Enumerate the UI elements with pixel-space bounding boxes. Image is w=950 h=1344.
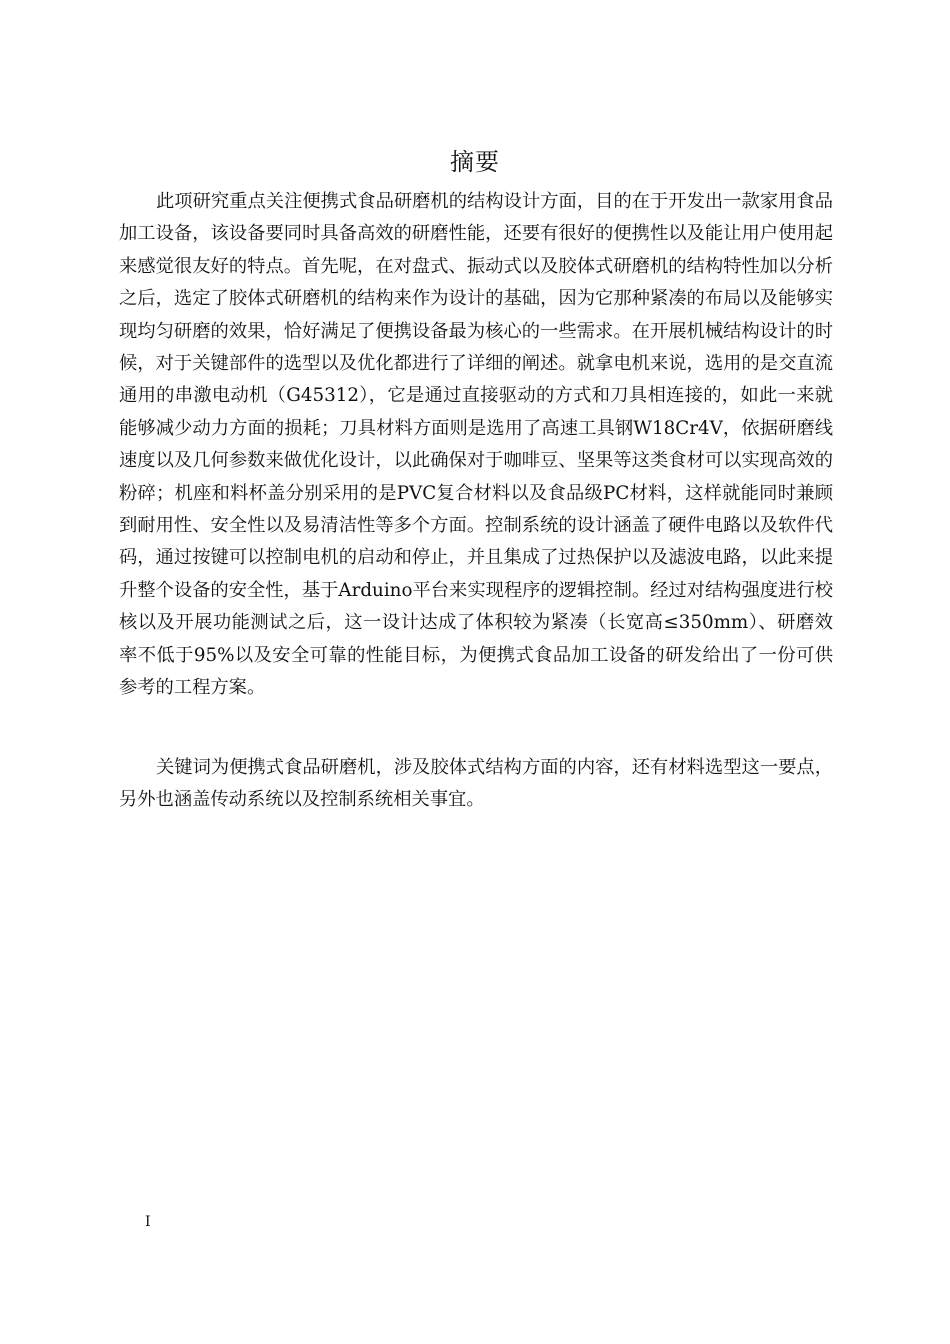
page-number: I (145, 1214, 151, 1230)
keywords-paragraph: 关键词为便携式食品研磨机，涉及胶体式结构方面的内容，还有材料选型这一要点，另外也涵盖传动系统以及控制系统相关事宜。 (119, 757, 833, 811)
page-title: 摘要 (450, 148, 500, 176)
abstract-paragraph: 此项研究重点关注便携式食品研磨机的结构设计方面，目的在于开发出一款家用食品加工设备，该设备要同时具备高效的研磨性能，还要有很好的便携性以及能让用户使用起来感觉很友好的特点。首先呢，在对盘式、振动式以及胶体式研磨机的结构特性加以分析之后，选定了胶体式研磨机的结构来作为设计的基础，因为它那种紧凑的布局以及能够实现均匀研磨的效果，恰好满足了便携设备最为核心的一些需求。在开展机械结构设计的时候，对于关键部件的选型以及优化都进行了详细的阐述。就拿电机来说，选用的是交直流通用的串激电动机（G45312），它是通过直接驱动的方式和刀具相连接的，如此一来就能够减少动力方面的损耗；刀具材料方面则是选用了高速工具钢W18Cr4V，依据研磨线速度以及几何参数来做优化设计，以此确保对于咖啡豆、坚果等这类食材可以实现高效的粉碎；机座和料杯盖分别采用的是PVC复合材料以及食品级PC材料，这样就能同时兼顾到耐用性、安全性以及易清洁性等多个方面。控制系统的设计涵盖了硬件电路以及软件代码，通过按键可以控制电机的启动和停止，并且集成了过热保护以及滤波电路，以此来提升整个设备的安全性，基于Arduino平台来实现程序的逻辑控制。经过对结构强度进行校核以及开展功能测试之后，这一设计达成了体积较为紧凑（长宽高≤350mm）、研磨效率不低于95%以及安全可靠的性能目标，为便携式食品加工设备的研发给出了一份可供参考的工程方案。 (119, 191, 833, 699)
